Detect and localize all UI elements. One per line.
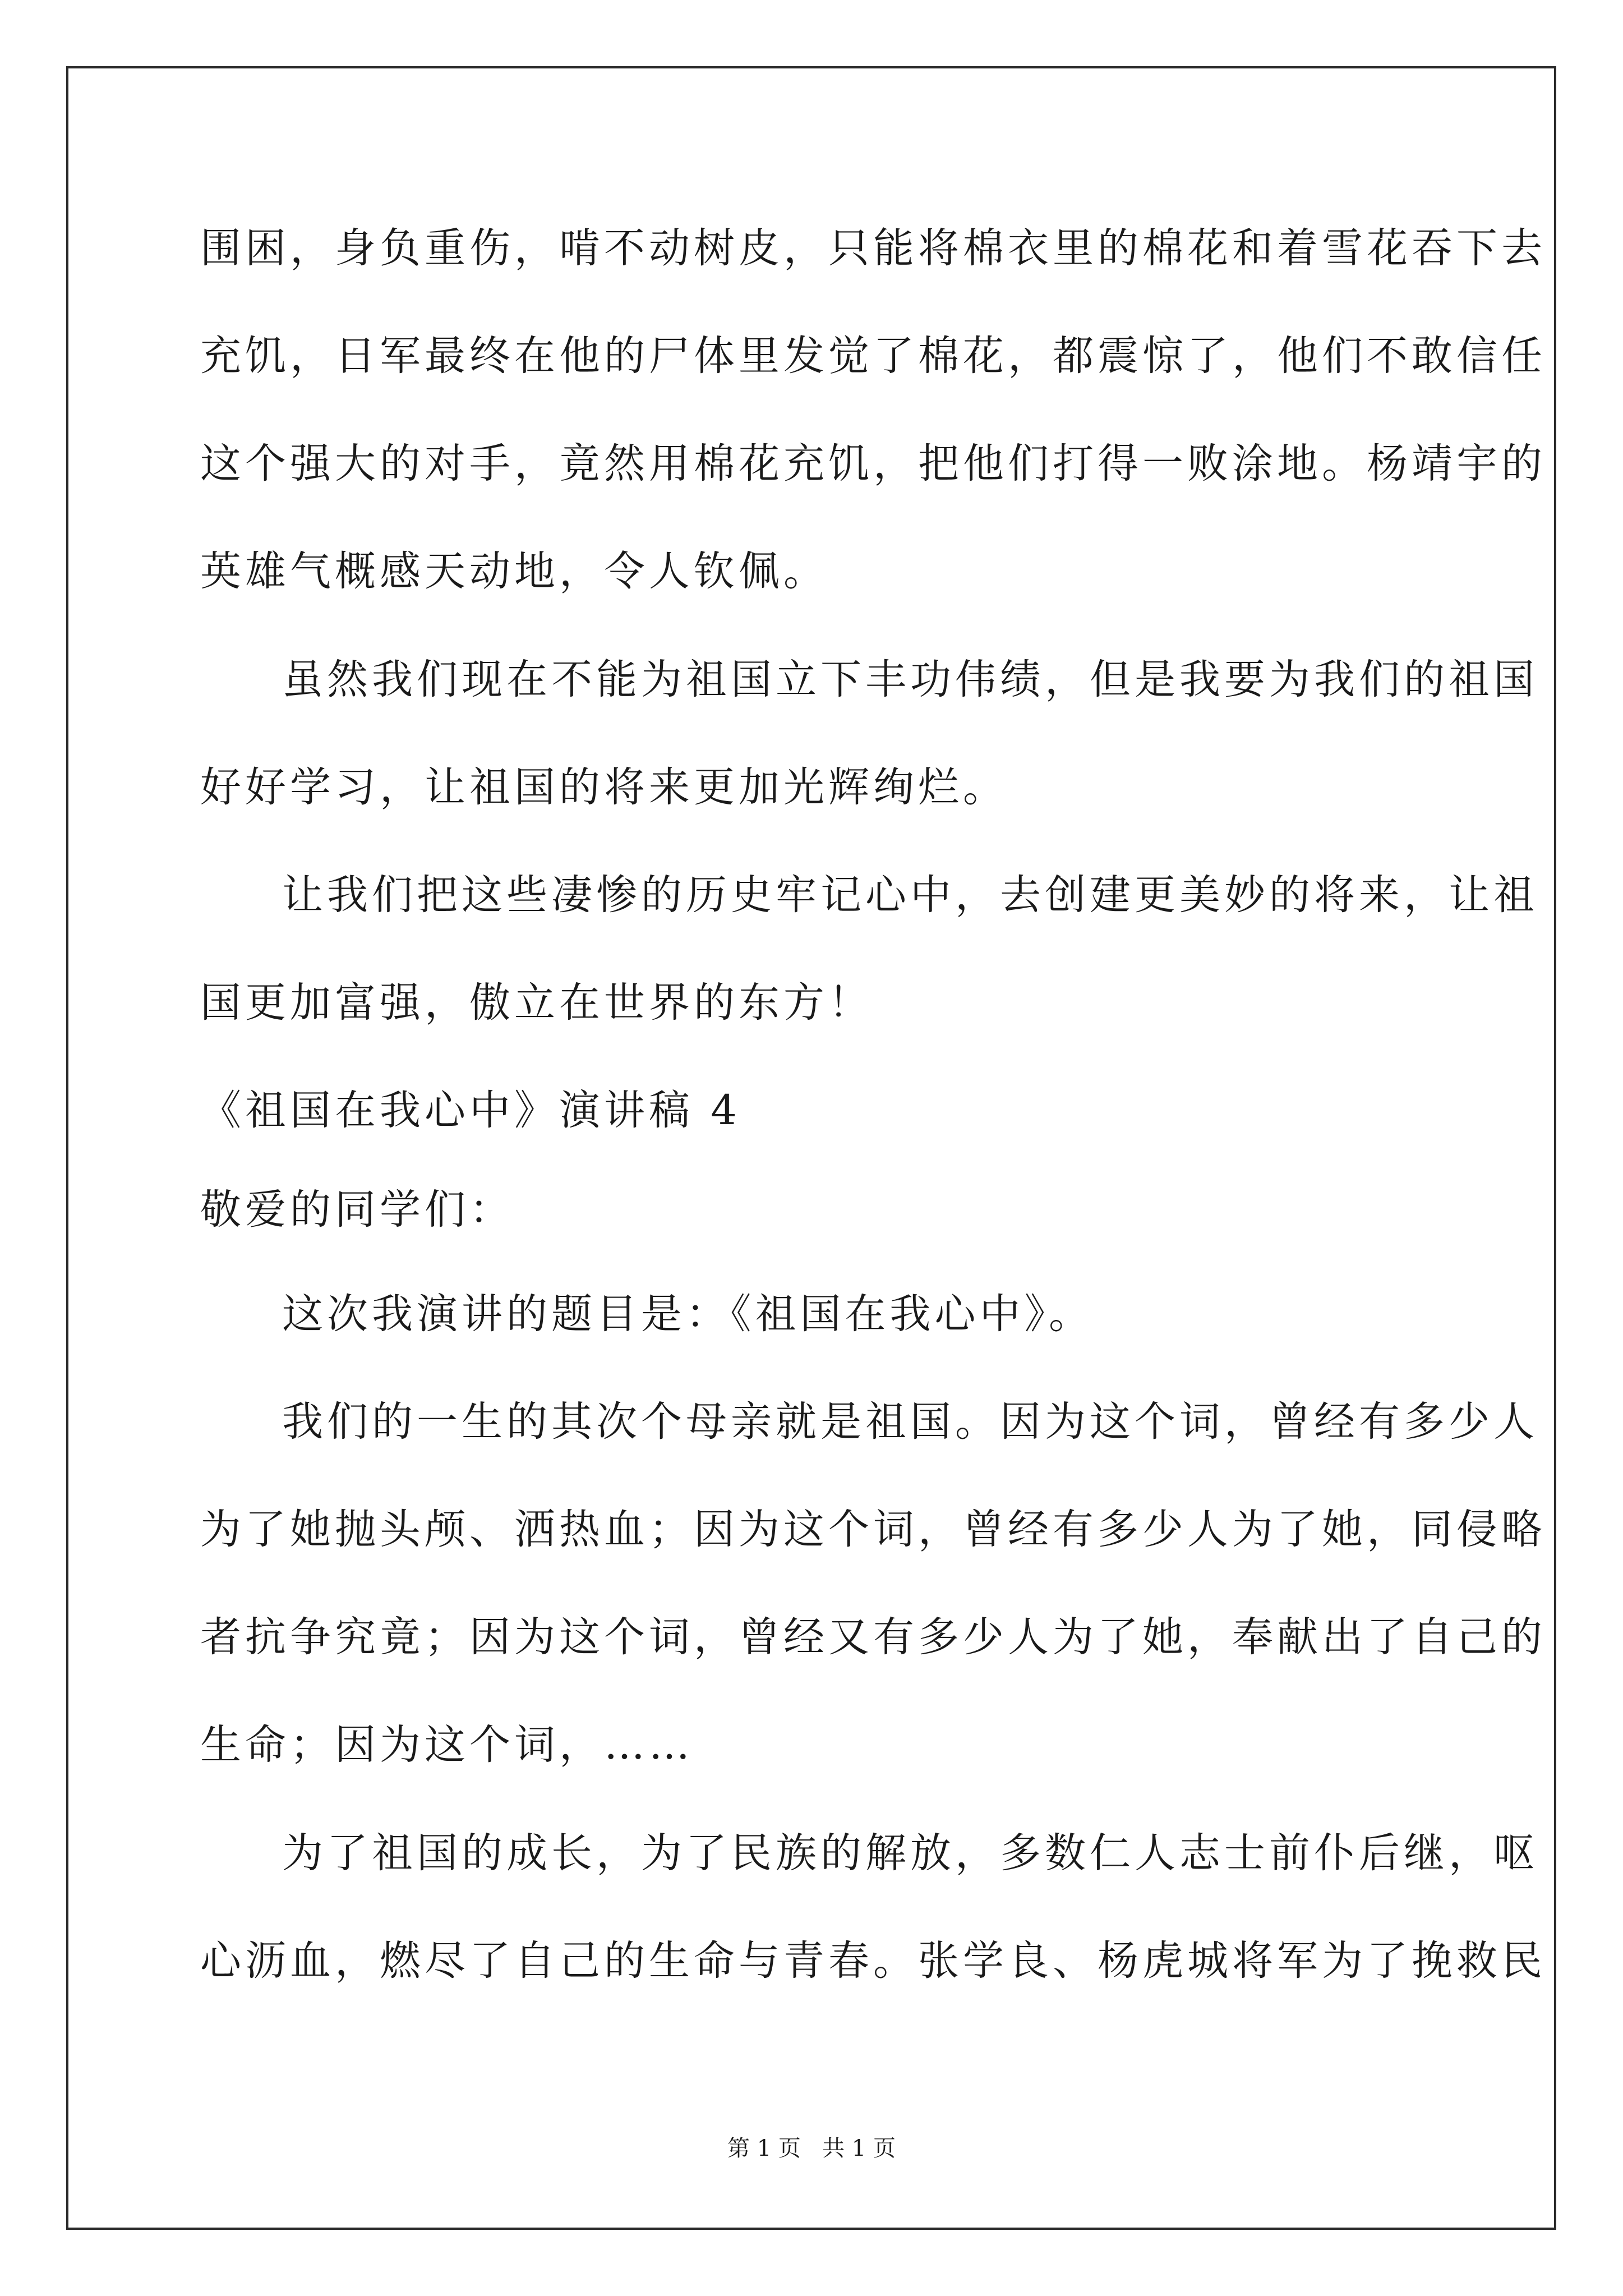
paragraph-line: 者抗争究竟；因为这个词，曾经又有多少人为了她，奉献出了自己的 (200, 1613, 1546, 1661)
paragraph-line: 好好学习，让祖国的将来更加光辉绚烂。 (200, 763, 1008, 811)
paragraph-line: 我们的一生的其次个母亲就是祖国。因为这个词，曾经有多少人 (282, 1398, 1538, 1446)
page-border (66, 66, 1556, 2230)
paragraph-line: 虽然我们现在不能为祖国立下丰功伟绩，但是我要为我们的祖国 (282, 656, 1538, 703)
paragraph-line: 为了祖国的成长，为了民族的解放，多数仁人志士前仆后继，呕 (282, 1829, 1538, 1877)
paragraph-line: 围困，身负重伤，啃不动树皮，只能将棉衣里的棉花和着雪花吞下去 (200, 224, 1546, 272)
paragraph-line: 心沥血，燃尽了自己的生命与青春。张学良、杨虎城将军为了挽救民 (200, 1937, 1546, 1985)
salutation: 敬爱的同学们： (200, 1186, 514, 1234)
page-number-footer: 第 1 页 共 1 页 (727, 2136, 896, 2161)
paragraph-line: 为了她抛头颅、洒热血；因为这个词，曾经有多少人为了她，同侵略 (200, 1506, 1546, 1553)
paragraph-line: 英雄气概感天动地，令人钦佩。 (200, 547, 828, 595)
paragraph-line: 生命；因为这个词，…… (200, 1721, 694, 1769)
paragraph-line: 让我们把这些凄惨的历史牢记心中，去创建更美妙的将来，让祖 (282, 871, 1538, 919)
section-heading: 《祖国在我心中》演讲稿 4 (200, 1087, 741, 1134)
paragraph-line: 国更加富强，傲立在世界的东方！ (200, 979, 873, 1027)
paragraph-line: 这次我演讲的题目是：《祖国在我心中》。 (282, 1290, 1094, 1338)
paragraph-line: 这个强大的对手，竟然用棉花充饥，把他们打得一败涂地。杨靖宇的 (200, 440, 1546, 487)
paragraph-line: 充饥，日军最终在他的尸体里发觉了棉花，都震惊了，他们不敢信任 (200, 332, 1546, 380)
